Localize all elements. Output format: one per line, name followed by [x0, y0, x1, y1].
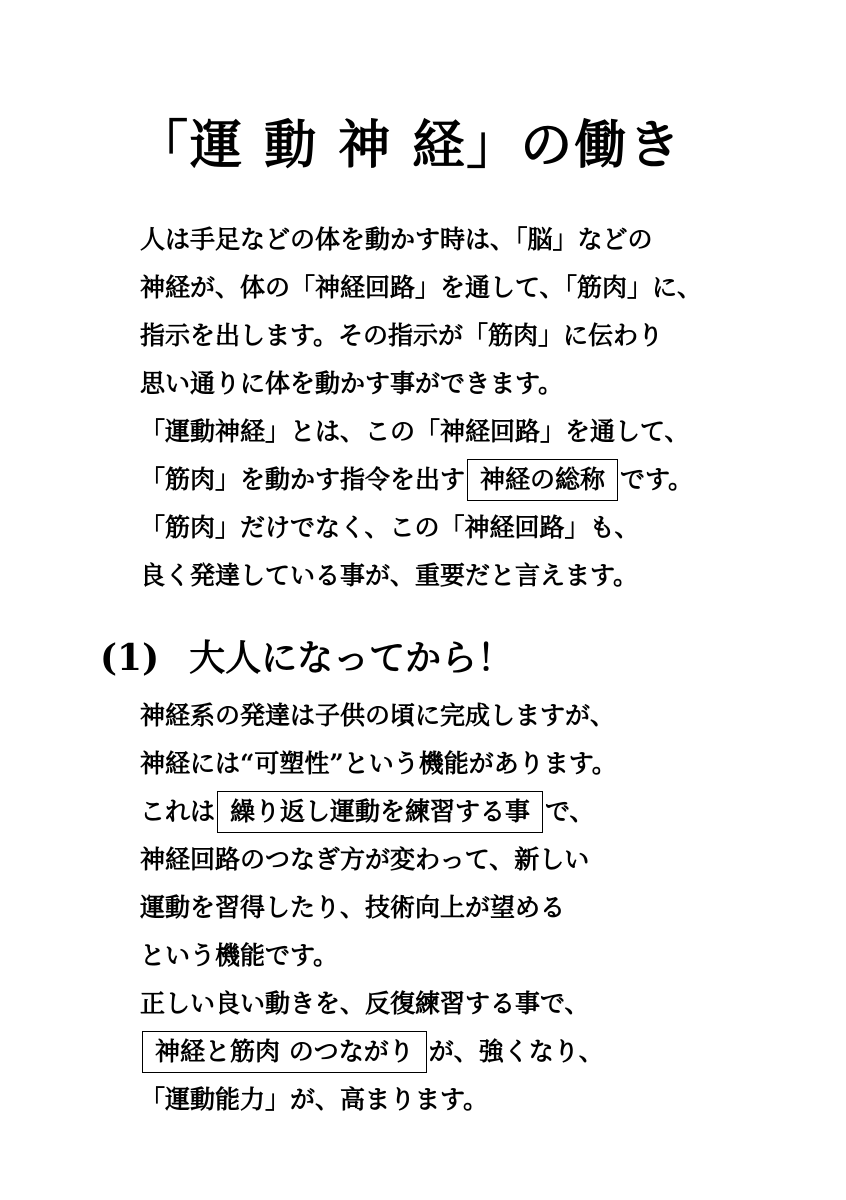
text-line: という機能です。: [140, 941, 339, 970]
text-line: 人は手足などの体を動かす時は、「脳」などの: [140, 225, 653, 254]
text-segment: で、: [545, 797, 595, 826]
text-line: 「運動神経」とは、この「神経回路」を通して、: [140, 417, 690, 446]
text-line: 指示を出します。その指示が「筋肉」に伝わり: [140, 321, 664, 350]
text-line: 神経系の発達は子供の頃に完成しますが、: [140, 701, 616, 730]
text-segment: これは: [140, 797, 216, 826]
page-title: 「運 動 神 経」の働き: [136, 115, 683, 176]
text-segment: です。: [620, 465, 694, 494]
text-line: 「運動能力」が、高まります。: [140, 1085, 489, 1114]
text-line: 「筋肉」だけでなく、この「神経回路」も、: [140, 513, 640, 542]
text-segment: 「筋肉」を動かす指令を出す: [140, 465, 466, 494]
intro-paragraph: [140, 216, 702, 600]
boxed-term: 繰り返し運動を練習する事: [217, 791, 543, 833]
section-heading-text: 大人になってから！: [189, 637, 514, 679]
text-line: 正しい良い動きを、反復練習する事で、: [140, 989, 590, 1018]
text-line: 神経が、体の「神経回路」を通して、「筋肉」に、: [140, 273, 703, 302]
section-paragraph: [140, 692, 617, 1124]
text-line: 神経には“可塑性”という機能があります。: [140, 749, 617, 778]
text-line: 良く発達している事が、重要だと言えます。: [140, 561, 639, 590]
boxed-term: 神経の総称: [467, 459, 618, 501]
section-heading: [100, 628, 513, 688]
text-line: 思い通りに体を動かす事ができます。: [140, 369, 564, 398]
text-line: [140, 456, 702, 504]
text-line: [140, 788, 617, 836]
section-number: (1): [100, 637, 160, 679]
boxed-term: 神経と筋肉 のつながり: [142, 1031, 427, 1073]
text-segment: が、強くなり、: [428, 1037, 604, 1066]
text-line: [140, 1028, 617, 1076]
text-line: 運動を習得したり、技術向上が望める: [140, 893, 566, 922]
text-line: 神経回路のつなぎ方が変わって、新しい: [140, 845, 590, 874]
